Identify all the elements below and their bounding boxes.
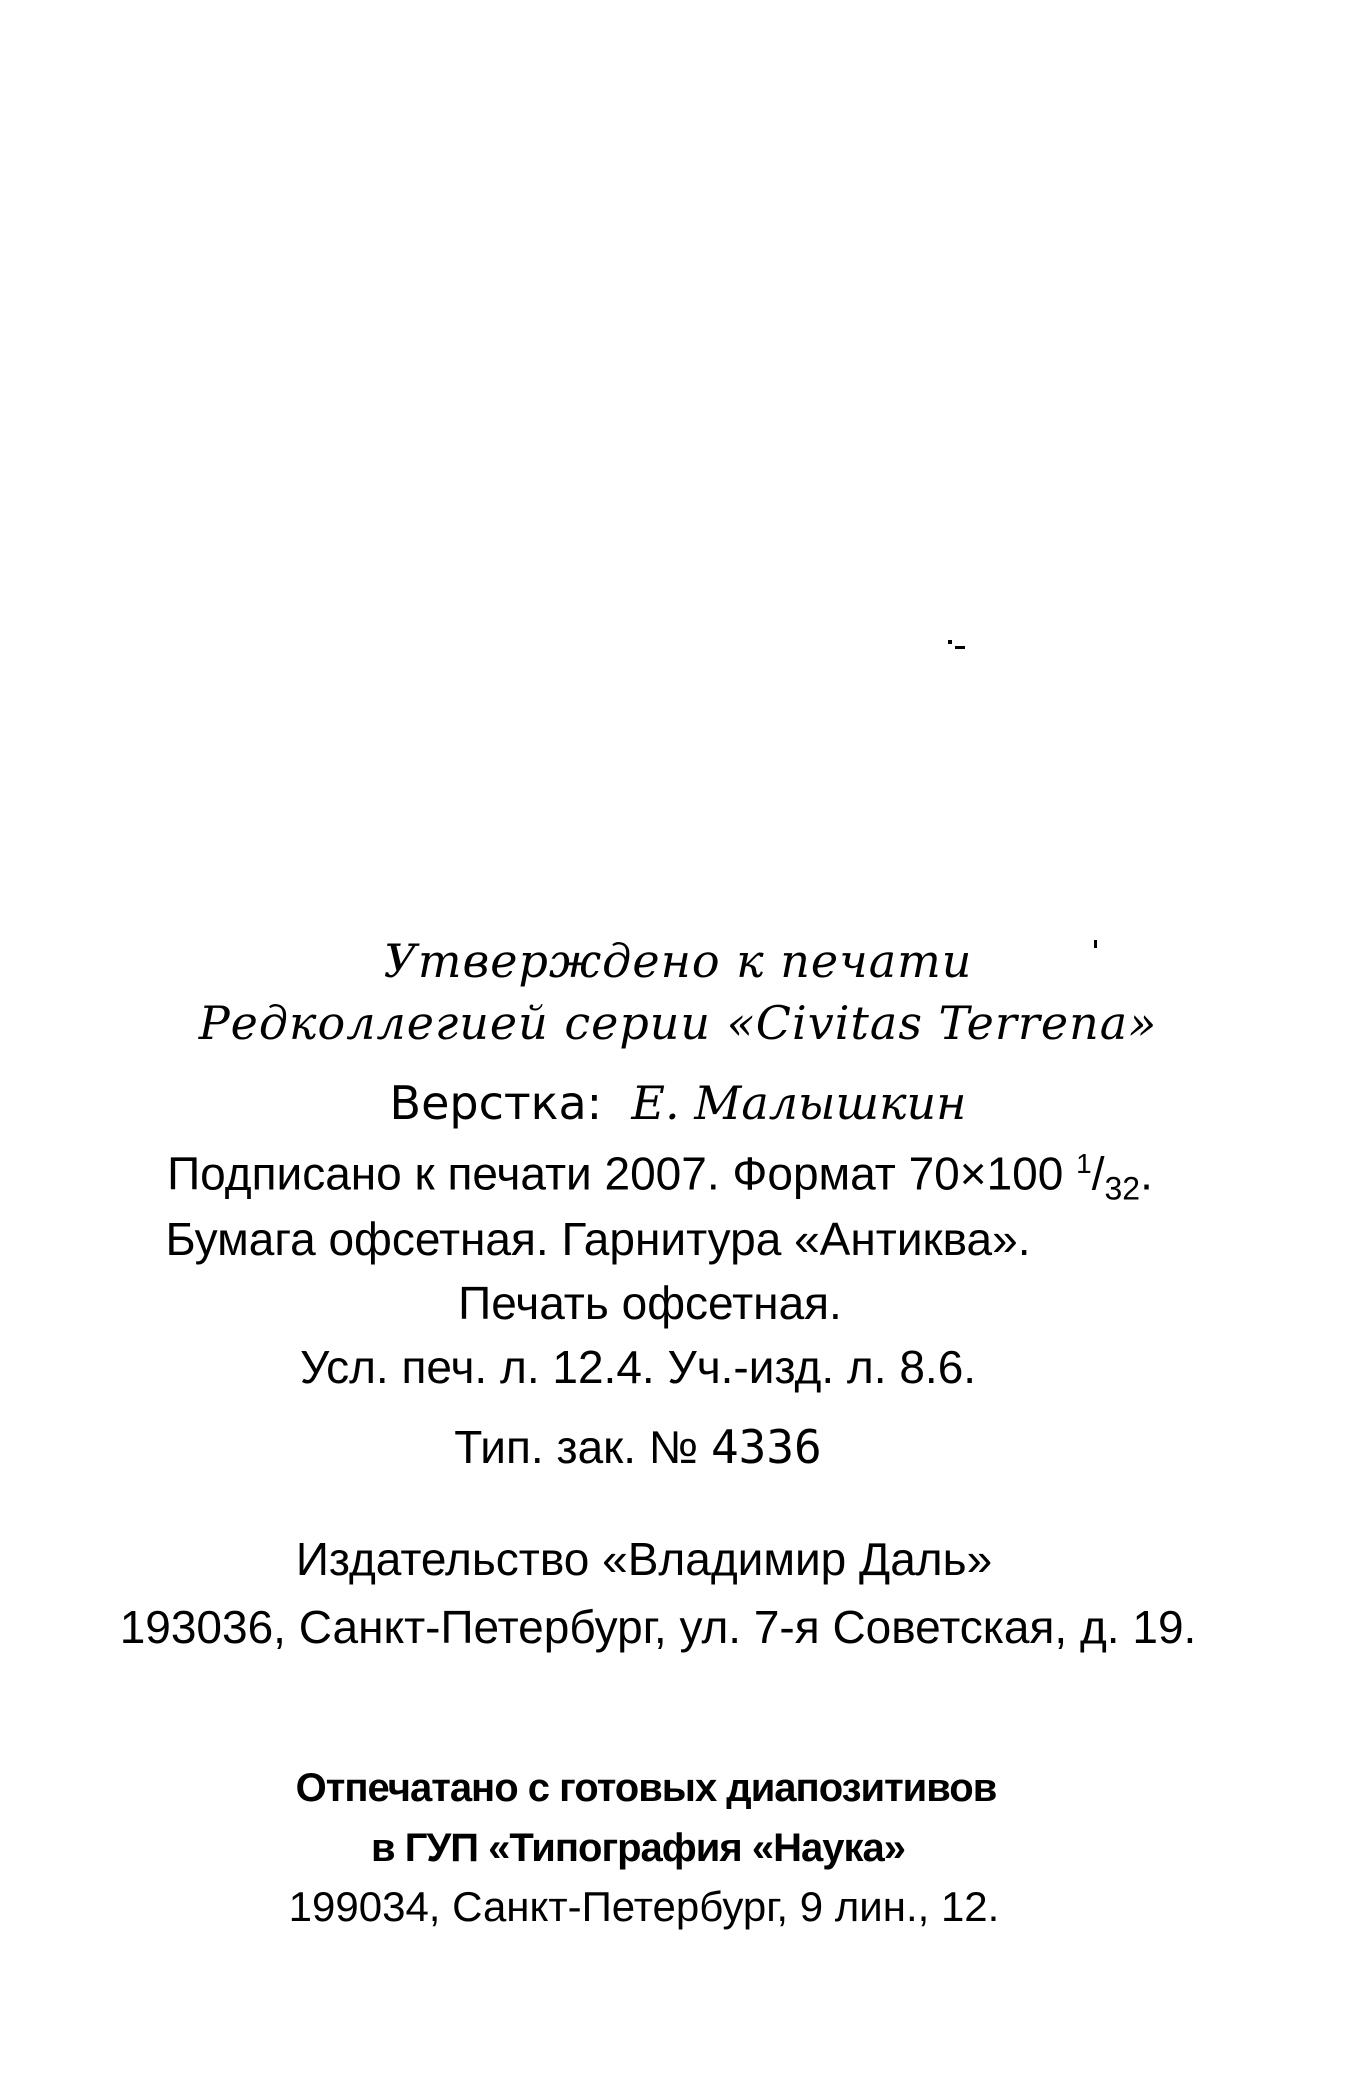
print-speck <box>948 640 952 644</box>
paper-line: Бумага офсетная. Гарнитура «Антиква». <box>165 1213 1031 1265</box>
sheets-line: Усл. печ. л. 12.4. Уч.-изд. л. 8.6. <box>299 1341 977 1393</box>
format-denominator: 32 <box>1104 1170 1141 1207</box>
approval-line-1: Утверждено к печати <box>383 934 973 988</box>
layout-credit <box>0 1076 1356 1130</box>
approval-line-2: Редколлегией серии «Civitas Terrena» <box>198 996 1158 1050</box>
order-line <box>0 1420 1316 1474</box>
format-end: . <box>1140 1147 1153 1200</box>
printer-line-2: в ГУП «Типография «Наука» <box>371 1826 905 1870</box>
print-speck <box>955 646 965 649</box>
publisher-address: 193036, Санкт-Петербург, ул. 7-я Советская, д. 19. <box>119 1601 1197 1653</box>
publisher-name: Издательство «Владимир Даль» <box>295 1533 993 1585</box>
printing-line: Печать офсетная. <box>458 1277 842 1329</box>
layout-credit-name: Е. Малышкин <box>631 1076 967 1130</box>
printer-line-1: Отпечатано с готовых диапозитивов <box>295 1766 997 1810</box>
order-number: 4336 <box>710 1420 822 1474</box>
order-label: Тип. зак. № <box>454 1421 699 1473</box>
printer-line-3: 199034, Санкт-Петербург, 9 лин., 12. <box>288 1883 1000 1930</box>
signed-format-line: Подписано к печати 2007. Формат 70×100 $^1/_{32}$. <box>167 1147 1153 1207</box>
signed-text: Подписано к печати 2007. Формат 70×100 <box>167 1147 1064 1200</box>
layout-credit-label: Верстка: <box>389 1076 603 1130</box>
format-numerator: 1 <box>1076 1148 1092 1179</box>
